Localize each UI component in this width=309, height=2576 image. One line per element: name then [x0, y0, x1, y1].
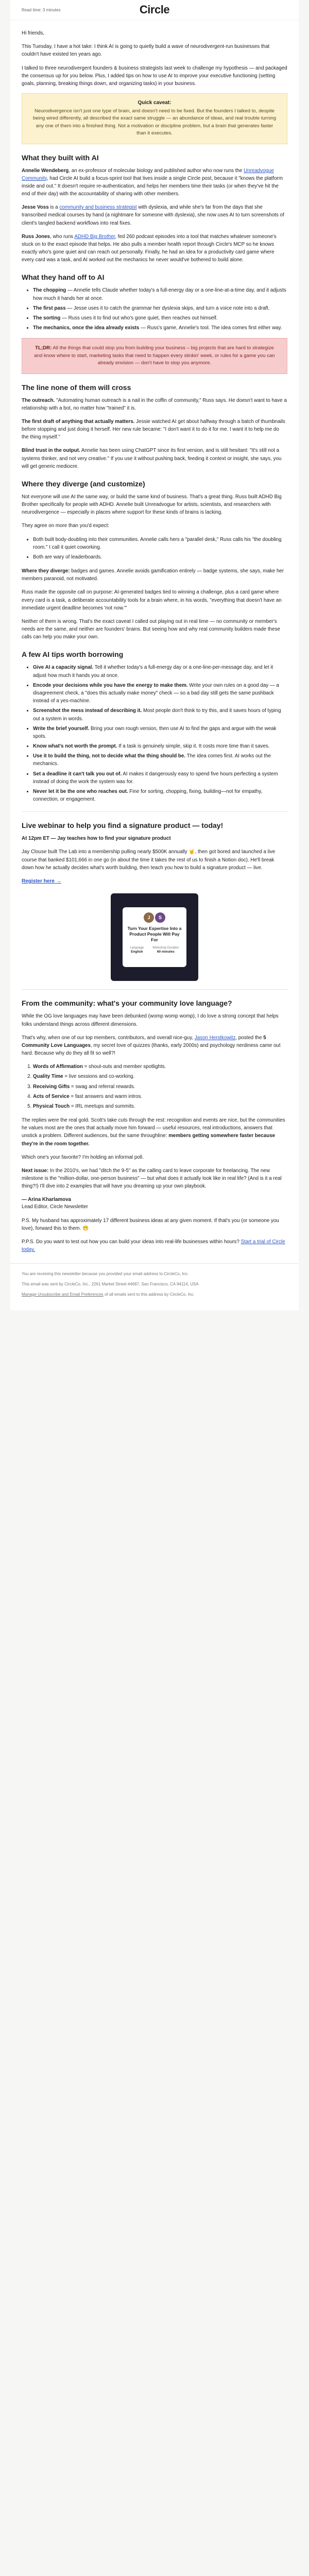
section-heading-handoff: What they hand off to AI	[22, 273, 105, 282]
list-item: • Both are wary of leaderboards.	[33, 553, 287, 561]
promo-card	[123, 907, 186, 967]
diverge-paragraph-4: Russ made the opposite call on purpose: AI-generated badges tied to winning a challenge, plus a card game where every card is a task, a deliberate accountability tools for a brain where, in his words, "everything that doesn't have an immediate urgent deadline becomes 'not now.'"	[22, 589, 282, 611]
list-item: 1. Words of Affirmation = shout-outs and member spotlights.	[33, 1063, 287, 1071]
list-item: • Set a deadline it can't talk you out of. AI makes it dangerously easy to spend five hours perfecting a system instead of doing the work the system was for.	[33, 770, 287, 786]
section-heading-community: From the community: what's your community love language?	[22, 999, 232, 1008]
greeting: Hi friends,	[22, 30, 45, 36]
community-paragraph-1: While the OG love languages may have been debunked (womp womp womp), I do love a strong concept that helps folks understand things across different dimensions.	[22, 1013, 279, 1027]
host-avatars	[123, 912, 186, 923]
list-item: • Never let it be the one who reaches out. Fine for sorting, chopping, fixing, building—not for empathy, connection, or engagement.	[33, 788, 287, 803]
circle-logo[interactable]: Circle	[139, 3, 170, 16]
agree-list	[22, 536, 287, 562]
webinar-time: At 12pm ET — Jay teaches how to find your signature product	[22, 836, 171, 842]
section-heading-webinar: Live webinar to help you find a signature product — today!	[22, 821, 224, 830]
annelie-paragraph: Annelie Wendeberg, an ex-professor of molecular biology and published author who now runs the Unreadvogue Community, had Circle AI build a focus-sprint tool that lives inside a single Circle post, because it "knows the platform inside and out." It doesn't require re-authentication, and helps her members time their tasks (or when they've hit the end of their day) with the accountability of sharing with other members.	[22, 167, 283, 197]
first-draft-paragraph: The first draft of anything that actually matters. Jessie watched AI get about halfway through a batch of thumbnails before stopping and just doing it herself. Her new rule became: "I don't want it to do it for me. I want it to help me do the thing myself."	[22, 418, 285, 440]
signature	[22, 1196, 287, 1211]
list-item: 3. Receiving Gifts = swag and referral rewards.	[33, 1083, 287, 1091]
signature-name: — Arina Kharlamova	[22, 1196, 72, 1202]
section-heading-built: What they built with AI	[22, 153, 99, 162]
blind-trust-paragraph: Blind trust in the output. Annelie has been using ChatGPT since its first version, and is still hesitant: "It's still not a systems thinker, and not very creative." If you use it without pushing back, feeding it context or insight, she says, you will get generic mediocre.	[22, 448, 282, 469]
list-item: • Give AI a capacity signal. Tell it whether today's a full-energy day or a one-line-per-message day, and let it adjust how much it hands you at once.	[33, 664, 287, 679]
russ-name: Russ Jones	[22, 233, 50, 240]
diverge-paragraph-3: Where they diverge: badges and games. Annelie avoids gamification entirely — badge systems, she says, make her members paranoid, not motivated.	[22, 568, 284, 582]
tldr-text: All the things that could stop you from building your business – big projects that are hard to strategize and know where to start, marketing tasks that need to happen every stinkin' week, or rules for a game you can already envision — don't have to stop you anymore.	[34, 345, 275, 366]
unreadvogue-link[interactable]: Unreadvogue Community	[22, 167, 274, 181]
promo-meta	[123, 946, 186, 954]
read-time: Read time: 3 minutes	[22, 7, 61, 12]
love-languages-list	[22, 1063, 287, 1110]
next-issue-paragraph: Next issue: In the 2010's, we had "ditch the 9-5" as the calling card to leave corporate for freelancing. The new milestone is the "million-dollar, one-person business" — but what does it actually look like in real life? (And is it a real thing?!) I'll dive into 2 examples that will have you dreaming up your own playbook.	[22, 1167, 282, 1190]
promo-title: Turn Your Expertise Into a Product People Will Pay For	[127, 926, 182, 942]
newsletter-body	[10, 29, 299, 1254]
divider	[22, 989, 287, 990]
jesse-name: Jesse Voss	[22, 205, 49, 211]
tips-list	[22, 664, 287, 803]
promo-duration: Workshop Duration 60 minutes	[152, 946, 179, 954]
community-paragraph-2: That's why, when one of our top members, contributors, and overall nice-guy, Jason Herstkowitz, posted the 5 Community Love Languages, my secret love of quizzes (thanks, early 2000s) and psychology nerdiness came out hard. Because why do they all fit so well?!	[22, 1035, 281, 1057]
footer-address: This email was sent by CircleCo, Inc., 2261 Market Street #4667, San Francisco, CA 94114, USA	[22, 1281, 199, 1286]
newsletter-page	[10, 0, 299, 1310]
annelie-name: Annelie Wendeberg	[22, 167, 69, 174]
diverge-paragraph-2: They agree on more than you'd expect:	[22, 523, 110, 529]
jesse-strategist-link[interactable]: community and business strategist	[59, 205, 137, 211]
webinar-description: Jay Clouse built The Lab into a membership pulling nearly $500K annually 🤘, then got bored and launched a live course that banked $101,666 in one go (in about the time it takes the rest of us to finish a Notion doc). He'll break down how he actually decides what's worth building, then teach you how to build a signature product — live.	[22, 849, 276, 871]
list-item: • Write the brief yourself. Bring your own rough version, then use AI to find the gaps and argue with the weak spots.	[33, 725, 287, 740]
community-paragraph-4: Which one's your favorite? I'm holding an informal poll.	[22, 1154, 144, 1160]
list-item: 2. Quality Time = live sessions and co-working.	[33, 1073, 287, 1080]
diverge-paragraph-1: Not everyone will use AI the same way, or build the same kind of business. That's a great thing. Russ built ADHD Big Brother specifically for people with ADHD. Annelie built Unreadvogue for artists, scientists, and researchers with neurodivergence — especially in places where support for these kinds of brains is lacking.	[22, 494, 282, 516]
tldr-callout	[22, 338, 287, 374]
handoff-list	[22, 286, 287, 332]
start-trial-link[interactable]: Start a trial of Circle today.	[22, 1239, 285, 1253]
outreach-paragraph: The outreach. "Automating human outreach is a nail in the coffin of community," Russ says. He doesn't want to have a relationship with a bot, no matter how "trained" it is.	[22, 397, 287, 411]
diverge-paragraph-5: Neither of them is wrong. That's the exact caveat I called out playing out in real time — no community or member's needs are the same, and neither are founders' brains. But seeing how and why real community builders made these calls can help you make your own.	[22, 618, 280, 640]
adhd-big-brother-link[interactable]: ADHD Big Brother	[74, 233, 115, 240]
webinar-promo-image[interactable]	[111, 893, 198, 981]
list-item: • Encode your decisions while you have the energy to make them. Write your own rules on a good day — a disagreement check, a "does this actually make money" check — so a bad day still gets the same pushback instead of a yes-machine.	[33, 682, 287, 705]
list-item: • Know what's not worth the prompt. If a task is genuinely simple, skip it. It costs more time than it saves.	[33, 742, 287, 750]
list-item: • Screenshot the mess instead of describing it. Most people don't think to try this, and it saves hours of typing out a system in words.	[33, 707, 287, 722]
list-item: • Both built body-doubling into their communities. Annelie calls hers a "parallel desk," Russ calls his "the doubling room." I call it quiet coworking.	[33, 536, 287, 551]
footer	[10, 1263, 299, 1305]
list-item: • Use it to build the thing, not to decide what the thing should be. The idea comes first. AI works out the mechanics.	[33, 752, 287, 768]
callout-title: Quick caveat:	[138, 100, 171, 106]
footer-reason: You are receiving this newsletter because you provided your email address to CircleCo, Inc.	[22, 1271, 189, 1276]
avatar: J	[144, 912, 154, 923]
register-paragraph	[22, 877, 287, 886]
callout-text: Neurodivergence isn't just one type of brain, and doesn't need to be fixed. But the founders I talked to, despite being wired differently, all described the exact same struggle — an abundance of ideas, and real trouble turning any one of them into a finished thing. Not a motivation or discipline problem, but a brain that generates faster than it executes.	[32, 108, 277, 137]
list-item: • The sorting — Russ uses it to find out who's gone quiet, then reaches out himself.	[33, 314, 287, 322]
section-heading-tips: A few AI tips worth borrowing	[22, 650, 124, 659]
list-item: • The chopping — Annelie tells Claude whether today's a full-energy day or a one-line-at-a-time day, and it adjusts how much it hands her at once.	[33, 286, 287, 302]
list-item: 4. Acts of Service = fast answers and warm intros.	[33, 1093, 287, 1100]
russ-paragraph: Russ Jones, who runs ADHD Big Brother, fed 260 podcast episodes into a tool that matches whatever someone's stuck on to the exact episode that helps. He also pulls a member health report through Circle's MCP so he knows exactly who's gone quiet and can reach out personally. Finally, he had an idea for a productivity card game where every card was a task, and AI worked out the mechanics he never would've bothered to build alone.	[22, 233, 277, 263]
intro-paragraph-2: I talked to three neurodivergent founders & business strategists last week to challenge my hypothesis — and packaged the consensus up for you below. Plus, I added tips on how to use AI to improve your executive functioning (setting goals, planning, breaking things down, and organizing tasks) in your business.	[22, 65, 287, 87]
register-link[interactable]: Register here →	[22, 878, 61, 884]
footer-unsubscribe: Manage Unsubscribe and Email Preferences of all emails sent to this address by CircleCo, Inc.	[22, 1292, 195, 1297]
signature-role: Lead Editor, Circle Newsletter	[22, 1204, 89, 1210]
list-item: 5. Physical Touch = IRL meetups and summits.	[33, 1103, 287, 1110]
section-heading-diverge: Where they diverge (and customize)	[22, 479, 145, 488]
promo-language: Language English	[130, 946, 144, 954]
intro-paragraph-1: This Tuesday, I have a hot take: I think AI is going to quietly build a wave of neurodivergent-run businesses that couldn't have existed ten years ago.	[22, 44, 270, 58]
section-heading-line: The line none of them will cross	[22, 383, 131, 392]
pps-paragraph: P.P.S. Do you want to test out how you can build your ideas into real-life businesses within hours? Start a trial of Circle today.	[22, 1239, 285, 1253]
jesse-paragraph: Jesse Voss is a community and business strategist with dyslexia, and while she's far from the days that she transcribed medical courses by hand (a nightmare for someone with dyslexia), she now uses AI to turn screenshots of client's tangled backend workflows into real fixes.	[22, 205, 284, 226]
caveat-callout	[22, 93, 287, 144]
tldr-label: TL;DR:	[35, 345, 52, 351]
divider	[22, 811, 287, 812]
manage-preferences-link[interactable]: Manage Unsubscribe and Email Preferences	[22, 1292, 104, 1297]
ps-paragraph: P.S. My husband has approximately 17 different business ideas at any given moment. If that's you (or someone you love), forward this to them. 😬	[22, 1217, 279, 1232]
jason-link[interactable]: Jason Herstkowitz	[194, 1035, 236, 1041]
list-item: • The mechanics, once the idea already exists — Russ's game, Annelie's tool. The idea comes first either way.	[33, 324, 287, 332]
header-bar	[10, 0, 299, 20]
list-item: • The first pass — Jesse uses it to catch the grammar her dyslexia skips, and turn a voice note into a draft.	[33, 304, 287, 312]
community-paragraph-3: The replies were the real gold. Scott's take cuts through the rest: recognition and events are nice, but the communities he values most are the ones that actually move him forward — useful resources, real introductions, answers that unstick a problem. Different audiences, but the same throughline: members getting somewhere faster because they're in the room together.	[22, 1117, 285, 1147]
avatar: S	[155, 912, 165, 923]
